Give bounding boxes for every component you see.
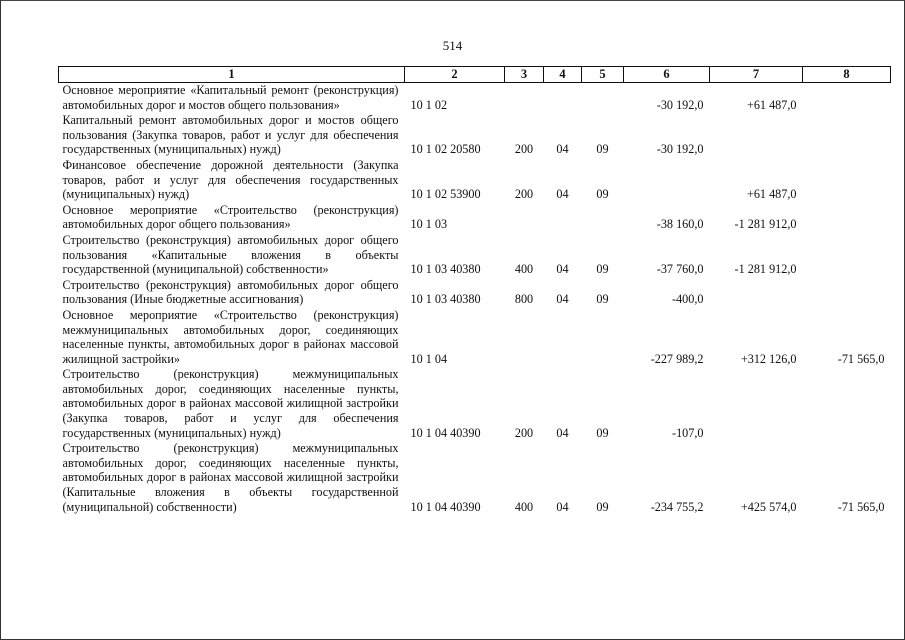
row-name: Строительство (реконструкция) автомобильных дорог общего пользования «Капитальные вложения в объекты государственной (муниципальной) собственности» bbox=[62, 232, 399, 277]
row-col4: 04 bbox=[556, 262, 569, 277]
row-name: Основное мероприятие «Строительство (реконструкция) автомобильных дорог общего пользования» bbox=[62, 202, 399, 232]
table-row bbox=[59, 83, 891, 114]
row-code: 10 1 02 53900 bbox=[410, 187, 481, 202]
row-col8 bbox=[803, 233, 891, 278]
row-col6: -30 192,0 bbox=[656, 97, 704, 112]
table-body bbox=[59, 83, 891, 516]
row-col5: 09 bbox=[596, 425, 609, 440]
row-col8: -71 565,0 bbox=[837, 351, 885, 366]
row-col8 bbox=[803, 83, 891, 114]
row-col4: 04 bbox=[556, 292, 569, 307]
row-name: Основное мероприятие «Капитальный ремонт (реконструкция) автомобильных дорог и мостов общего пользования» bbox=[62, 83, 399, 112]
row-col6: -107,0 bbox=[672, 425, 704, 440]
row-code: 10 1 02 bbox=[410, 97, 448, 112]
row-code: 10 1 03 40380 bbox=[410, 262, 481, 277]
row-col7: +61 487,0 bbox=[746, 97, 797, 112]
row-col6: -30 192,0 bbox=[656, 142, 704, 157]
row-col7: +425 574,0 bbox=[740, 499, 797, 514]
row-col5 bbox=[582, 83, 624, 114]
column-header: 5 bbox=[582, 67, 624, 83]
row-col3: 400 bbox=[514, 499, 534, 514]
table-row bbox=[59, 308, 891, 367]
column-header: 8 bbox=[803, 67, 891, 83]
row-col5 bbox=[582, 308, 624, 367]
row-col7: -1 281 912,0 bbox=[734, 262, 797, 277]
row-col3: 200 bbox=[514, 187, 534, 202]
row-col3: 400 bbox=[514, 262, 534, 277]
row-name: Строительство (реконструкция) автомобильных дорог общего пользования (Иные бюджетные ассигнования) bbox=[62, 277, 399, 307]
row-col8: -71 565,0 bbox=[837, 499, 885, 514]
row-col6: -400,0 bbox=[672, 292, 704, 307]
row-col8 bbox=[803, 158, 891, 203]
row-col7 bbox=[710, 113, 803, 158]
row-col7 bbox=[710, 367, 803, 441]
row-col4: 04 bbox=[556, 142, 569, 157]
row-name: Строительство (реконструкция) межмуниципальных автомобильных дорог, соединяющих населенные пункты, автомобильных дорог в районах массовой жилищной застройки (Капитальные вложения в объекты государственной (муниципальной) собственности) bbox=[62, 441, 399, 514]
row-col6: -37 760,0 bbox=[656, 262, 704, 277]
row-col7: -1 281 912,0 bbox=[734, 217, 797, 232]
row-col4: 04 bbox=[556, 499, 569, 514]
row-col8 bbox=[803, 203, 891, 233]
table-row bbox=[59, 233, 891, 278]
row-name: Основное мероприятие «Строительство (реконструкция) межмуниципальных автомобильных дорог, соединяющих населенные пункты, автомобильных дорог в районах массовой жилищной застройки» bbox=[62, 307, 399, 366]
table-row bbox=[59, 113, 891, 158]
row-col5: 09 bbox=[596, 187, 609, 202]
row-name: Строительство (реконструкция) межмуниципальных автомобильных дорог, соединяющих населенные пункты, автомобильных дорог в районах массовой жилищной застройки (Закупка товаров, работ и услуг для обеспечения государственных (муниципальных) нужд) bbox=[62, 367, 399, 440]
table-row bbox=[59, 278, 891, 308]
row-col6: -234 755,2 bbox=[650, 499, 704, 514]
row-col3: 200 bbox=[514, 142, 534, 157]
column-header: 3 bbox=[505, 67, 544, 83]
table-header bbox=[59, 67, 891, 83]
table-row bbox=[59, 441, 891, 515]
row-col3 bbox=[505, 203, 544, 233]
row-col4 bbox=[544, 83, 582, 114]
page-number: 514 bbox=[442, 38, 463, 53]
row-col8 bbox=[803, 278, 891, 308]
column-header: 6 bbox=[624, 67, 710, 83]
row-code: 10 1 03 40380 bbox=[410, 292, 481, 307]
row-col7: +61 487,0 bbox=[746, 187, 797, 202]
row-col5: 09 bbox=[596, 499, 609, 514]
row-col4: 04 bbox=[556, 425, 569, 440]
row-col6: -227 989,2 bbox=[650, 351, 704, 366]
budget-table bbox=[58, 66, 891, 515]
row-col8 bbox=[803, 367, 891, 441]
row-code: 10 1 04 40390 bbox=[410, 425, 481, 440]
row-code: 10 1 04 bbox=[410, 351, 448, 366]
row-col6: -38 160,0 bbox=[656, 217, 704, 232]
row-col5: 09 bbox=[596, 292, 609, 307]
row-name: Капитальный ремонт автомобильных дорог и мостов общего пользования (Закупка товаров, работ и услуг для обеспечения государственных (муниципальных) нужд) bbox=[62, 113, 399, 157]
scan-edge-top bbox=[0, 0, 905, 4]
row-col5 bbox=[582, 203, 624, 233]
table-row bbox=[59, 203, 891, 233]
row-code: 10 1 02 20580 bbox=[410, 142, 481, 157]
column-header: 1 bbox=[59, 67, 405, 83]
row-col4 bbox=[544, 203, 582, 233]
row-col3 bbox=[505, 308, 544, 367]
row-col5: 09 bbox=[596, 142, 609, 157]
row-col3: 200 bbox=[514, 425, 534, 440]
row-col8 bbox=[803, 113, 891, 158]
scan-edge-left bbox=[0, 0, 3, 640]
row-col6 bbox=[624, 158, 710, 203]
row-col7 bbox=[710, 278, 803, 308]
row-code: 10 1 03 bbox=[410, 217, 448, 232]
column-header: 7 bbox=[710, 67, 803, 83]
row-col3: 800 bbox=[514, 292, 534, 307]
row-name: Финансовое обеспечение дорожной деятельности (Закупка товаров, работ и услуг для обеспечения государственных (муниципальных) нужд) bbox=[62, 157, 399, 202]
table-row bbox=[59, 367, 891, 441]
row-col4: 04 bbox=[556, 187, 569, 202]
column-header: 2 bbox=[405, 67, 505, 83]
row-col7: +312 126,0 bbox=[740, 351, 797, 366]
row-code: 10 1 04 40390 bbox=[410, 499, 481, 514]
row-col3 bbox=[505, 83, 544, 114]
row-col4 bbox=[544, 308, 582, 367]
row-col5: 09 bbox=[596, 262, 609, 277]
table-row bbox=[59, 158, 891, 203]
column-header: 4 bbox=[544, 67, 582, 83]
